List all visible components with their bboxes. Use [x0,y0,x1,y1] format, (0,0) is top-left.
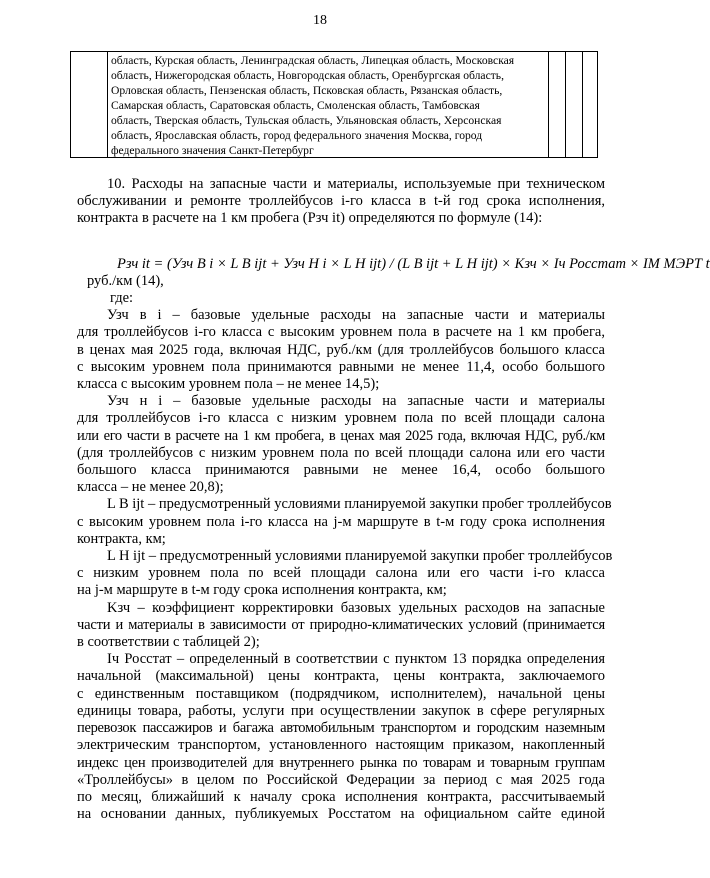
text-line: для троллейбусов i-го класса с высоким уровнем пола в расчете на 1 км пробега, [77,324,605,341]
text-line: Iч Росстат – определенный в соответствии с пунктом 13 порядка определения [107,651,605,668]
text-line: электрическим транспортом, установленного настоящим приказом, накопленный [77,737,605,754]
regions-cell [111,53,561,158]
text-line: «Троллейбусы» в целом по Российской Федерации за период с мая 2025 года [77,771,605,788]
table-line: область, Нижегородская область, Новгородская область, Оренбургская область, [111,69,504,82]
page-number: 18 [313,13,327,28]
document-body [77,176,710,823]
text-line: (для троллейбусов с низким уровнем пола по всей площади салона или его части [77,444,605,461]
text-line: 10. Расходы на запасные части и материалы, используемые при техническом [107,176,605,192]
table-line: Самарская область, Саратовская область, Смоленская область, Тамбовская [111,99,480,112]
text-line: L H ijt – предусмотренный условиями планируемой закупки пробег троллейбусов [107,548,613,565]
text-line: единицы товара, работы, услуги при осуществлении закупок в сфере регулярных [77,702,605,719]
text-line: по месяц, ближайший к началу срока исполнения контракта, рассчитываемый [77,788,605,805]
text-line: большого класса принимаются равными не менее 16,4, особо большого [77,462,605,479]
where-label: где: [110,290,134,307]
definition-ich-rosstat [77,651,605,823]
text-line: на j-м маршруте в t-м году срока исполнения контракта, км; [77,582,447,599]
text-line: индекс цен производителей для внутреннего рынка по товарам и товарным группам [77,754,605,771]
definition-l-h [77,548,613,600]
formula-14 [77,255,710,290]
text-line: в ценах мая 2025 года, включая НДС, руб./км (для троллейбусов большого класса [77,341,605,358]
table-line: Орловская область, Пензенская область, Псковская область, Рязанская область, [111,84,503,97]
text-line: с единственным поставщиком (подрядчиком, исполнителем), начальной цены [77,685,605,702]
definition-kzch [77,600,605,652]
text-line: класса с высоким уровнем пола – не менее 14,5); [77,376,380,393]
text-line: на основании данных, публикуемых Росстатом на официальном сайте единой [77,806,605,823]
text-line: L B ijt – предусмотренный условиями планируемой закупки пробег троллейбусов [107,496,612,513]
text-line: Узч н i – базовые удельные расходы на запасные части и материалы [107,393,605,410]
text-line: начальной (максимальной) цены контракта, цены контракта, заключаемого [77,668,605,685]
text-line: для троллейбусов i-го класса с низким уровнем пола по всей площади салона [77,410,605,427]
text-line: контракта в расчете на 1 км пробега (Рзч it) определяются по формуле (14): [77,210,543,227]
text-line: с высоким уровнем пола i-го класса на j-м маршруте в t-м году срока исполнения [77,513,605,530]
definition-uzch-h [77,393,605,496]
text-line: обслуживании и ремонте троллейбусов i-го класса в t-й год срока исполнения, [77,193,605,210]
table-line: область, Ярославская область, город федерального значения Москва, город [111,129,483,142]
text-line: или его части в расчете на 1 км пробега, в ценах мая 2025 года, включая НДС, руб./км [77,427,605,444]
regions-table [70,51,598,158]
table-column-divider [582,52,583,157]
table-column-divider [565,52,566,157]
text-line: Узч в i – базовые удельные расходы на запасные части и материалы [107,307,605,324]
table-line: федерального значения Санкт-Петербург [111,144,314,157]
text-line: Kзч – коэффициент корректировки базовых удельных расходов на запасные [107,599,605,616]
text-line: с низким уровнем пола по всей площади салона или его части i-го класса [77,565,605,582]
text-line: контракта, км; [77,530,166,547]
table-column-divider [107,52,108,157]
text-line: перевозок пассажиров и багажа автомобильным транспортом и городским наземным [77,720,605,737]
definition-l-b [77,496,612,548]
table-line: область, Курская область, Ленинградская область, Липецкая область, Московская [111,54,515,67]
formula-expression: Pзч it = (Узч B i × L B ijt + Узч H i × L H ijt) / (L B ijt + L H ijt) × Kзч × Iч Росстат × IМ МЭРТ t [117,255,710,272]
text-line: в соответствии с таблицей 2); [77,634,260,651]
table-line: область, Тверская область, Тульская область, Ульяновская область, Херсонская [111,114,502,127]
formula-unit: руб./км (14), [87,272,164,289]
definition-uzch-b [77,307,605,393]
section-10-paragraph [77,176,605,228]
text-line: части и материалы в зависимости от природно-климатических условий (принимается [77,616,605,633]
text-line: с высоким уровнем пола принимаются равными не менее 11,4, особо большого [77,358,605,375]
text-line: класса – не менее 20,8); [77,479,224,496]
